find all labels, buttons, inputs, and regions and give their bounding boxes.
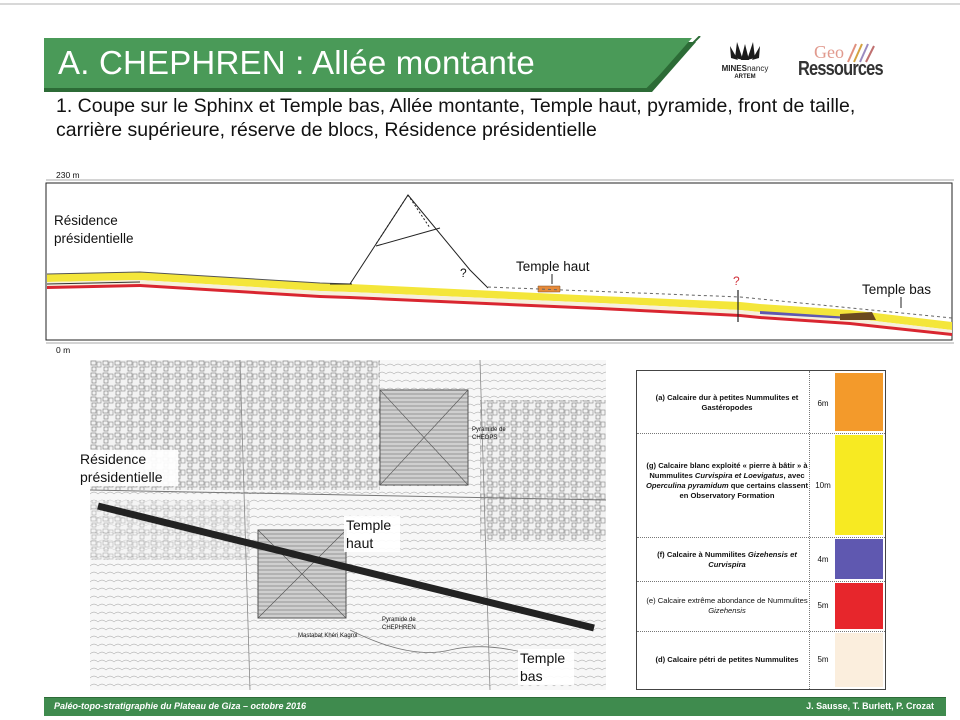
map-pyramid-caption: Pyramide de CHEPHREN bbox=[382, 617, 416, 631]
mines-sub: ARTEM bbox=[734, 74, 756, 80]
legend-row-e bbox=[637, 581, 885, 632]
section-unknown-1: ? bbox=[460, 266, 467, 280]
legend-swatch-g bbox=[835, 435, 883, 535]
legend-swatch-a bbox=[835, 373, 883, 431]
section-label-temple-bas: Temple bas bbox=[862, 282, 932, 297]
map-label-residence: Résidence présidentielle bbox=[78, 450, 178, 486]
pyramid-outline bbox=[350, 195, 488, 288]
map-cemetery-caption: Mastabat Khéri Kagroi bbox=[298, 633, 358, 639]
legend-swatch-e bbox=[835, 583, 883, 629]
page-title: A. CHEPHREN : Allée montante bbox=[58, 44, 535, 81]
legend-thickness-d: 5m bbox=[817, 655, 829, 664]
footer-bar bbox=[44, 697, 946, 716]
legend-desc-e: (e) Calcaire extrême abondance de Nummulites Gizehensis bbox=[646, 596, 808, 615]
legend-row-d bbox=[637, 631, 885, 689]
legend-desc-a: (a) Calcaire dur à petites Nummulites et Gastéropodes bbox=[655, 393, 799, 412]
section-label-residence: Résidence présidentielle bbox=[54, 213, 134, 246]
legend-thickness-g: 10m bbox=[815, 481, 831, 490]
legend-swatch-d bbox=[835, 633, 883, 687]
legend-thickness-f: 4m bbox=[817, 555, 829, 564]
map-label-temple-bas: Temple bas bbox=[518, 649, 574, 685]
legend-thickness-e: 5m bbox=[817, 601, 829, 610]
ressources-word: Ressources bbox=[798, 58, 883, 80]
legend-desc-f: (f) Calcaire à Nummilites Gizehensis et Curvispira bbox=[657, 550, 797, 569]
page-subtitle: 1. Coupe sur le Sphinx et Temple bas, Allée montante, Temple haut, pyramide, front de taille, carrière supérieure, réserve de blocs, Résidence présidentielle bbox=[56, 95, 856, 141]
legend-thickness-a: 6m bbox=[817, 399, 829, 408]
footer-authors: J. Sausse, T. Burlett, P. Crozat bbox=[806, 701, 934, 711]
section-label-temple-haut: Temple haut bbox=[516, 259, 590, 274]
map-pyramid-caption-2: Pyramide de CHEOPS bbox=[472, 427, 506, 441]
geo-word: Geo bbox=[814, 42, 844, 62]
legend-desc-d: (d) Calcaire pétri de petites Nummulites bbox=[655, 655, 799, 664]
map-label-temple-haut: Temple haut bbox=[344, 516, 400, 552]
section-unknown-2: ? bbox=[733, 274, 740, 288]
section-top-elevation: 230 m bbox=[56, 170, 80, 180]
stratigraphic-legend bbox=[636, 370, 886, 690]
legend-swatch-f bbox=[835, 539, 883, 579]
legend-row-f bbox=[637, 537, 885, 582]
legend-row-a bbox=[637, 371, 885, 434]
section-bottom-elevation: 0 m bbox=[56, 345, 71, 355]
legend-row-g bbox=[637, 433, 885, 538]
legend-desc-g: (g) Calcaire blanc exploité « pierre à bâtir » à Nummulites Curvispira et Loevigatus, avec Operculina pyramidum que certains classent en Observatory Formation bbox=[645, 461, 809, 500]
mines-name: MINESnancy bbox=[721, 64, 769, 73]
footer-caption: Paléo-topo-stratigraphie du Plateau de Giza – octobre 2016 bbox=[54, 701, 307, 711]
